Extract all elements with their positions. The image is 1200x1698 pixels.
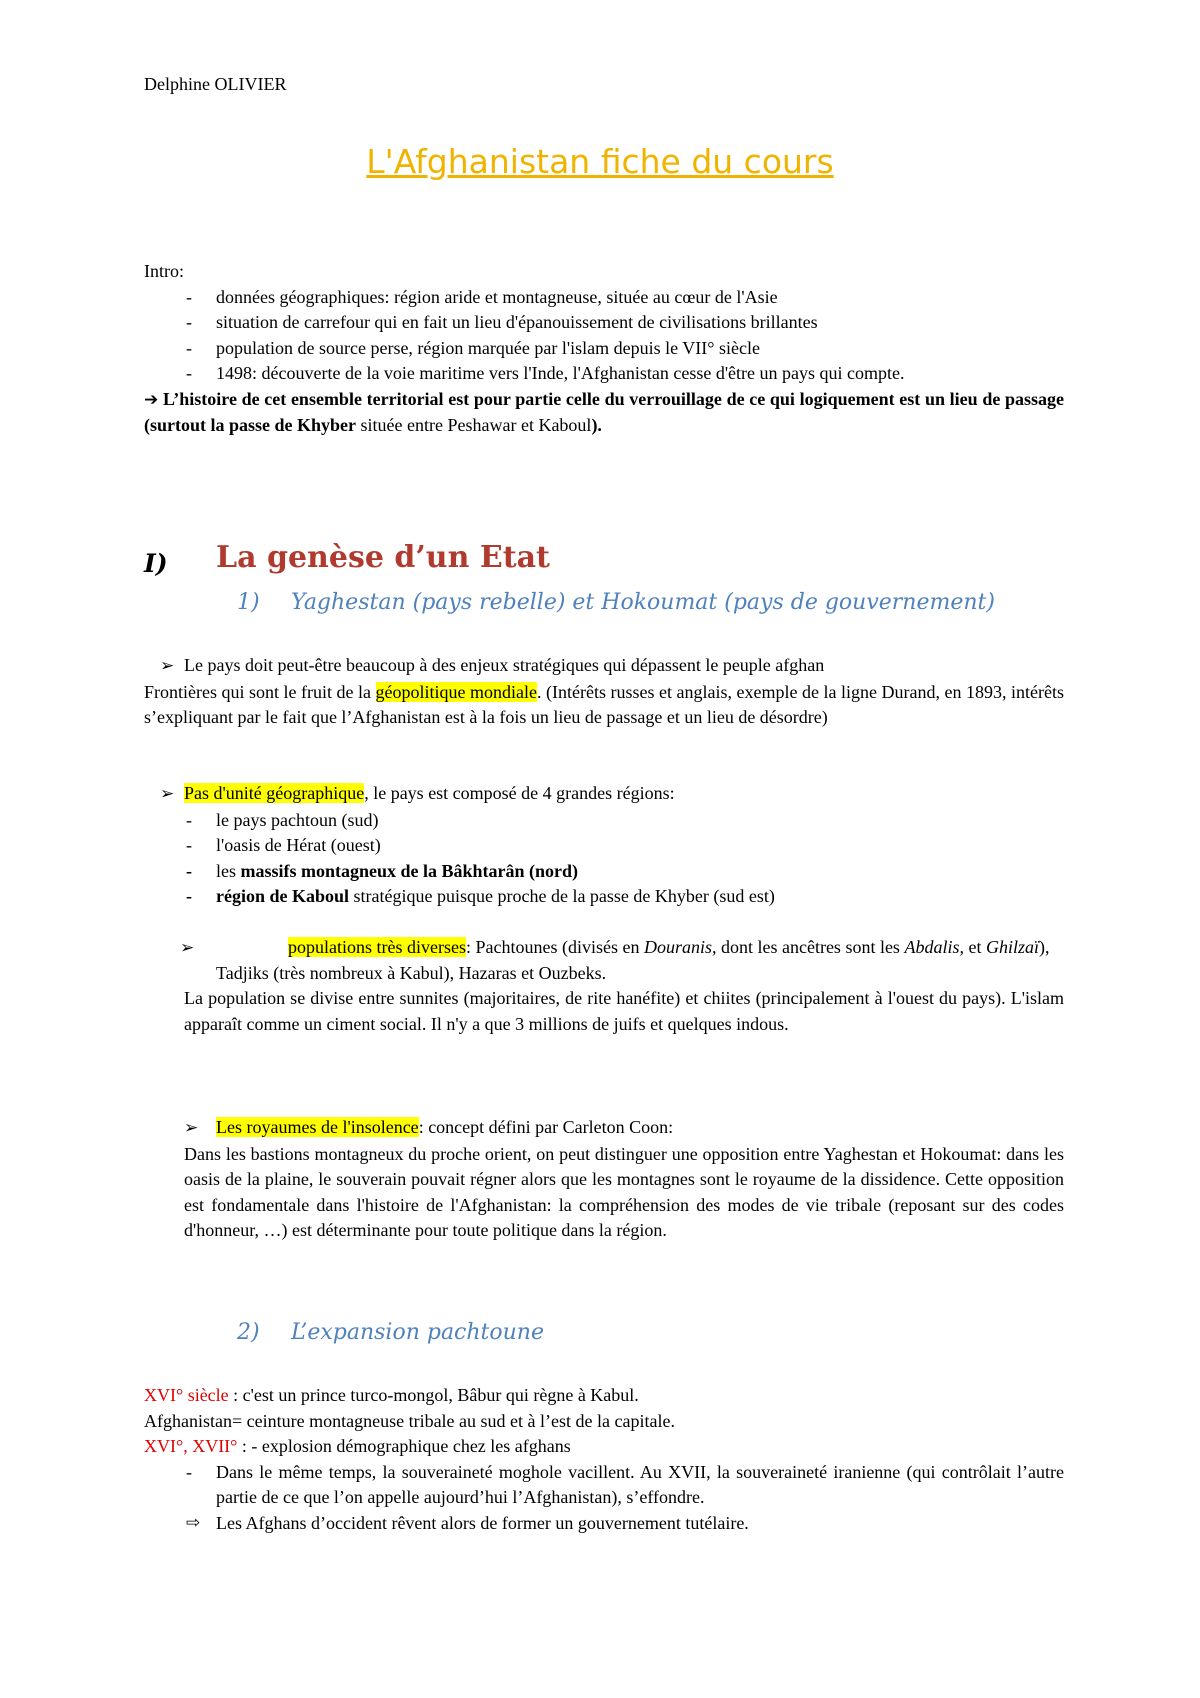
- document-title: L'Afghanistan fiche du cours: [366, 142, 834, 181]
- intro-item: - données géographiques: région aride et montagneuse, située au cœur de l'Asie: [144, 285, 1064, 311]
- triangle-bullet-icon: ➢: [184, 1118, 199, 1138]
- bullet-line: ➢ Les royaumes de l'insolence: concept défini par Carleton Coon:: [144, 1115, 1064, 1142]
- dash-bullet: -: [186, 835, 192, 855]
- region-item: - le pays pachtoun (sud): [144, 808, 1064, 834]
- region-item: - les massifs montagneux de la Bâkhtarân (nord): [144, 859, 1064, 885]
- paragraph-geopolitics: [144, 653, 1064, 731]
- paragraph-text: La population se divise entre sunnites (majoritaires, de rite hanéfite) et chiites (principalement à l'ouest du pays). L'islam apparaît comme un ciment social. Il n'y a que 3 millions de juifs et quelques indous.: [184, 988, 1064, 1034]
- dash-bullet: -: [186, 363, 192, 383]
- paragraph-expansion: [144, 1383, 1064, 1536]
- subsection-title: L’expansion pachtoune: [291, 1320, 544, 1345]
- list-item: ⇨ Les Afghans d’occident rêvent alors de former un gouvernement tutélaire.: [144, 1511, 1064, 1537]
- subsection-number: 2): [237, 1320, 260, 1345]
- triangle-bullet-icon: ➢: [160, 784, 175, 804]
- intro-item: - 1498: découverte de la voie maritime vers l'Inde, l'Afghanistan cesse d'être un pays qui compte.: [144, 361, 1064, 387]
- bullet-line: ➢ Le pays doit peut-être beaucoup à des enjeux stratégiques qui dépassent le peuple afghan: [144, 653, 1064, 680]
- section-heading: La genèse d’un Etat: [216, 540, 550, 575]
- dash-bullet: -: [186, 337, 192, 358]
- highlight: Les royaumes de l'insolence: [216, 1117, 419, 1137]
- paragraph-text: Dans les bastions montagneux du proche orient, on peut distinguer une opposition entre Yaghestan et Hokoumat: dans les oasis de la plaine, le souverain pouvait régner alors que les montagnes sont le royaume de la dissidence. Cette opposition est fondamentale dans l'histoire de l'Afghanistan: la compréhension des modes de vie tribale (reposant sur des codes d'honneur, …) est déterminante pour toute politique dans la région.: [184, 1143, 1064, 1240]
- author-name: Delphine OLIVIER: [144, 74, 287, 94]
- paragraph-text: Tadjiks (très nombreux à Kabul), Hazaras et Ouzbeks.: [216, 962, 607, 983]
- intro-conclusion: ➔ L’histoire de cet ensemble territorial est pour partie celle du verrouillage de ce qui logiquement est un lieu de passage (surtout la passe de Khyber située entre Peshawar et Kaboul).: [144, 388, 1065, 435]
- right-arrow-icon: ⇨: [186, 1512, 201, 1533]
- dash-bullet: -: [186, 860, 192, 881]
- intro-section: [144, 259, 1064, 439]
- triangle-bullet-icon: ➢: [180, 938, 195, 958]
- dash-bullet: -: [186, 886, 192, 906]
- region-item: - l'oasis de Hérat (ouest): [144, 833, 1064, 859]
- paragraph-regions: [144, 781, 1064, 910]
- subsection-title: Yaghestan (pays rebelle) et Hokoumat (pays de gouvernement): [291, 590, 995, 615]
- triangle-bullet-icon: ➢: [160, 656, 175, 676]
- highlight: Pas d'unité géographique: [184, 783, 365, 803]
- intro-item: - population de source perse, région marquée par l'islam depuis le VII° siècle: [144, 336, 1064, 362]
- intro-label: Intro:: [144, 261, 184, 281]
- intro-item: - situation de carrefour qui en fait un lieu d'épanouissement de civilisations brillantes: [144, 310, 1064, 336]
- bold-right-arrow-icon: ➔: [144, 389, 159, 410]
- dash-bullet: -: [186, 286, 192, 307]
- region-item: - région de Kaboul stratégique puisque proche de la passe de Khyber (sud est): [144, 884, 1064, 910]
- bullet-line: populations très diverses: Pachtounes (divisés en Douranis, dont les ancêtres sont les Abdalis, et Ghilzaï),: [288, 937, 1050, 957]
- subsection-number: 1): [237, 590, 260, 615]
- bullet-line: ➢ Pas d'unité géographique, le pays est composé de 4 grandes régions:: [144, 781, 1064, 808]
- subsection-heading: [237, 1320, 544, 1345]
- paragraph-text: Frontières qui sont le fruit de la géopolitique mondiale. (Intérêts russes et anglais, exemple de la ligne Durand, en 1893, intérêts s’expliquant par le fait que l’Afghanistan est à la fois un lieu de passage et un lieu de désordre): [144, 681, 1065, 727]
- list-item: - Dans le même temps, la souveraineté moghole vacillent. Au XVII, la souveraineté iranienne (qui contrôlait l’autre partie de ce que l’on appelle aujourd’hui l’Afghanistan), s’effondre.: [186, 1461, 1064, 1507]
- paragraph-text: XVI° siècle : c'est un prince turco-mongol, Bâbur qui règne à Kabul.: [144, 1385, 639, 1405]
- paragraph-insolence: [144, 1115, 1064, 1244]
- date-label: XVI°, XVII°: [144, 1436, 238, 1456]
- highlight: géopolitique mondiale: [375, 681, 538, 702]
- paragraph-populations: [144, 935, 1064, 1037]
- paragraph-text: XVI°, XVII° : - explosion démographique chez les afghans: [144, 1436, 571, 1456]
- dash-bullet: -: [186, 809, 192, 830]
- dash-bullet: -: [186, 1461, 192, 1482]
- subsection-heading: [237, 590, 995, 615]
- section-number: I): [144, 549, 168, 578]
- highlight: populations très diverses: [288, 937, 466, 957]
- dash-bullet: -: [186, 312, 192, 332]
- paragraph-text: Afghanistan= ceinture montagneuse tribale au sud et à l’est de la capitale.: [144, 1410, 675, 1431]
- date-label: XVI° siècle: [144, 1385, 229, 1405]
